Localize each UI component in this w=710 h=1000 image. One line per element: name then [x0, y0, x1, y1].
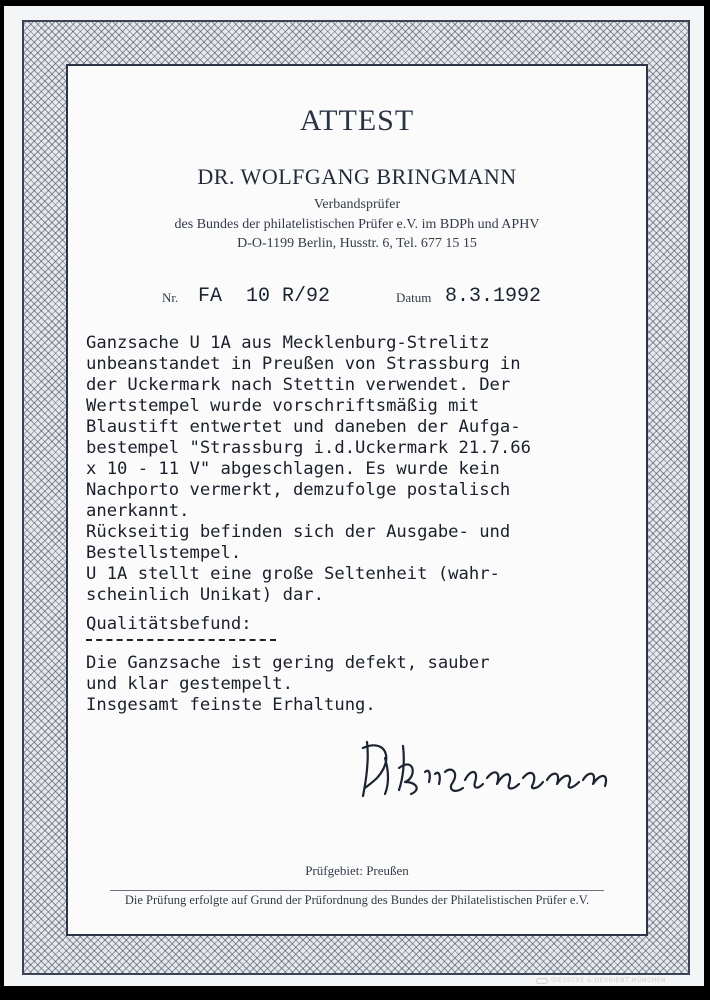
examination-area: Prüfgebiet: Preußen — [305, 863, 409, 878]
date-label: Datum — [396, 290, 432, 305]
certificate-date: 8.3.1992 — [445, 285, 542, 308]
printer-imprint — [536, 977, 666, 984]
legal-notice: Die Prüfung erfolgte auf Grund der Prüfordnung des Bundes der Philatelistischen Prüfer e.V. — [124, 893, 590, 907]
quality-assessment-text: Die Ganzsache ist gering defekt, sauber und klar gestempelt. Insgesamt feinste Erhaltung. — [86, 653, 490, 715]
footer-divider — [110, 890, 604, 891]
examiner-signature — [355, 728, 625, 808]
quality-heading: Qualitätsbefund: — [86, 614, 252, 634]
scan-border-right — [704, 0, 710, 1000]
printer-imprint-text: GIESECKE & DEVRIENT MÜNCHEN — [551, 977, 667, 984]
examiner-role: Verbandsprüfer — [313, 197, 401, 212]
scan-border-left — [0, 0, 4, 1000]
certificate-title: ATTEST — [299, 104, 415, 137]
examiner-name: DR. WOLFGANG BRINGMANN — [197, 164, 517, 189]
scan-border-bottom — [0, 986, 710, 1000]
printer-logo-icon — [536, 978, 548, 984]
examiner-association: des Bundes der philatelistischen Prüfer e.V. im BDPh und APHV — [174, 217, 540, 232]
reference-number-label: Nr. — [162, 290, 179, 305]
reference-number: FA 10 R/92 — [198, 285, 331, 308]
examiner-address: D-O-1199 Berlin, Husstr. 6, Tel. 677 15 15 — [237, 236, 477, 251]
certificate-body-text: Ganzsache U 1A aus Mecklenburg-Strelitz unbeanstandet in Preußen von Strassburg in der Uckermark nach Stettin verwendet. Der Wertstempel wurde vorschriftsmäßig mit Blaustift entwertet und daneben der Aufga- bestempel "Strassburg i.d.Uckermark 21.7.66 x 10 - 11 V" abgeschlagen. Es wurde kein Nachporto vermerkt, demzufolge postalisch anerkannt. Rückseitig befinden sich der Ausgabe- und Bestellstempel. U 1A stellt eine große Seltenheit (wahr- scheinlich Unikat) dar. — [86, 333, 531, 605]
scan-border-top — [0, 0, 710, 6]
quality-heading-underline — [86, 639, 276, 641]
